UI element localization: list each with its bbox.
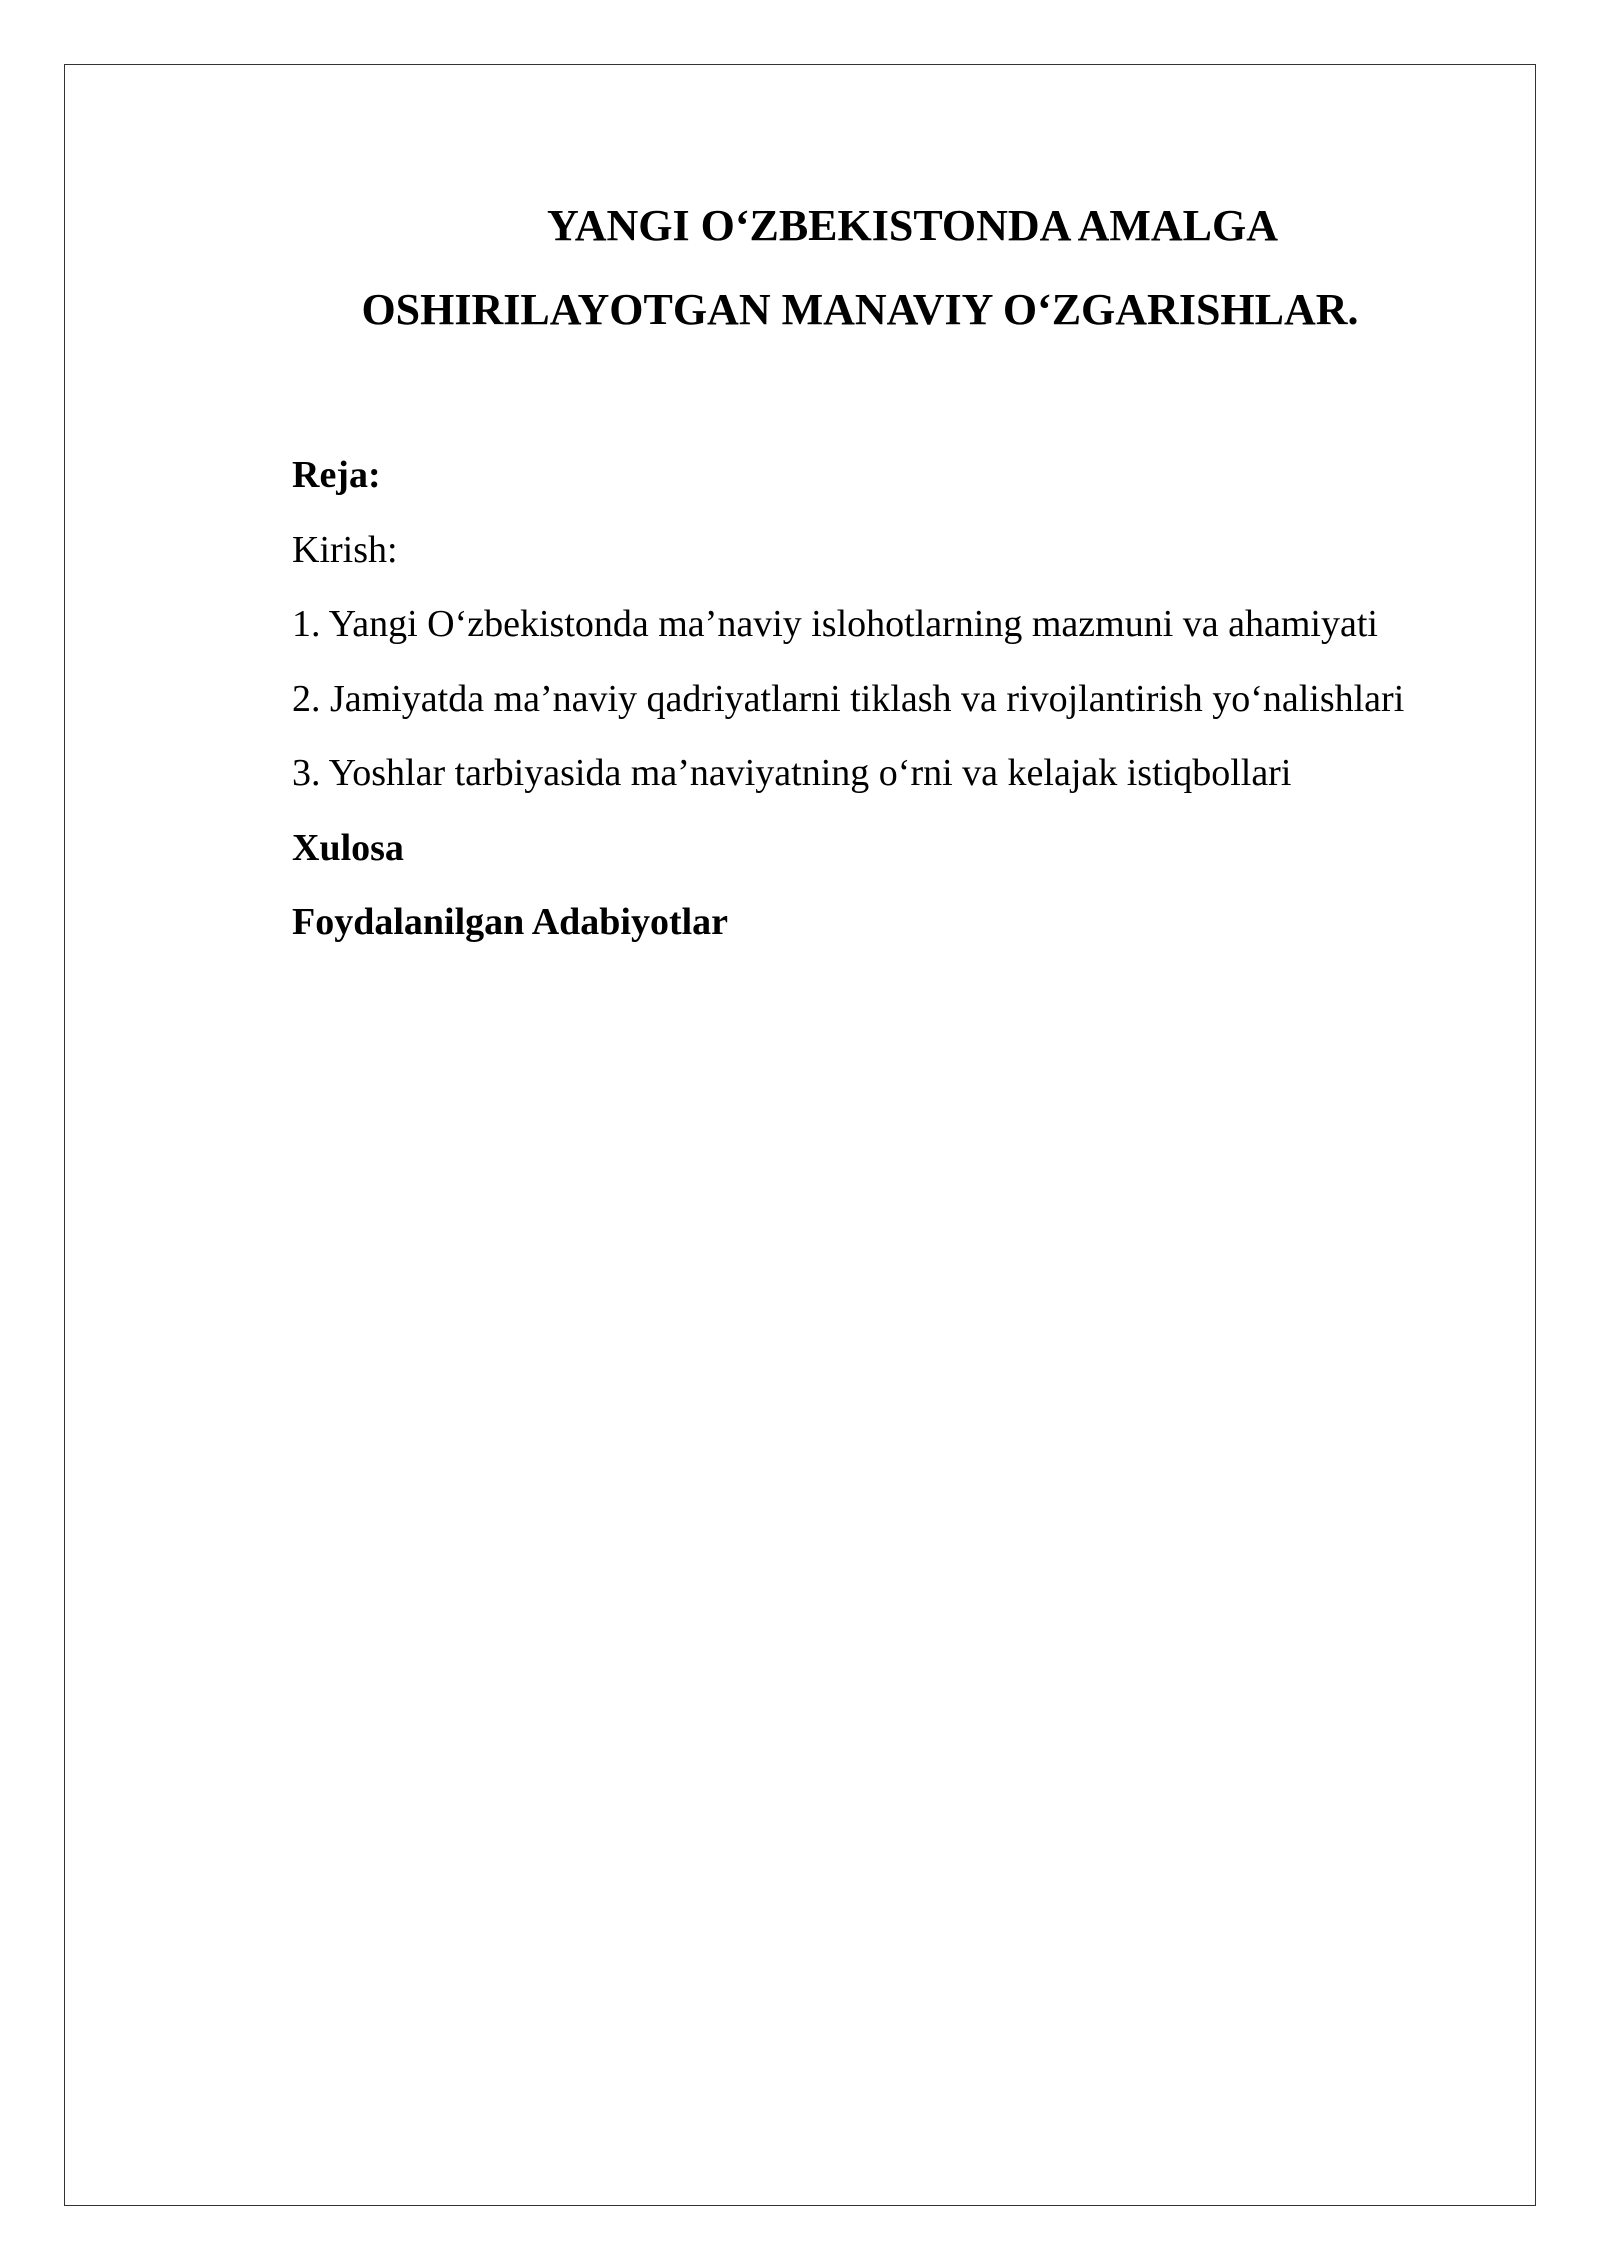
page-border <box>64 64 1536 2206</box>
document-title-line-2: OSHIRILAYOTGAN MANAVIY O‘ZGARISHLAR. <box>361 285 1359 334</box>
document-title-line-1: YANGI O‘ZBEKISTONDA AMALGA <box>546 201 1279 250</box>
plan-section <box>230 438 1490 960</box>
references-label: Foydalanilgan Adabiyotlar <box>292 901 729 943</box>
plan-item-1: 1. Yangi O‘zbekistonda ma’naviy islohotlarning mazmuni va ahamiyati <box>292 603 1378 645</box>
plan-item-3: 3. Yoshlar tarbiyasida ma’naviyatning o‘rni va kelajak istiqbollari <box>292 752 1292 794</box>
plan-heading: Reja: <box>292 454 381 496</box>
intro-label: Kirish: <box>292 528 398 571</box>
plan-item-2: 2. Jamiyatda ma’naviy qadriyatlarni tiklash va rivojlantirish yo‘nalishlari <box>292 677 1405 720</box>
conclusion-label: Xulosa <box>292 826 404 869</box>
